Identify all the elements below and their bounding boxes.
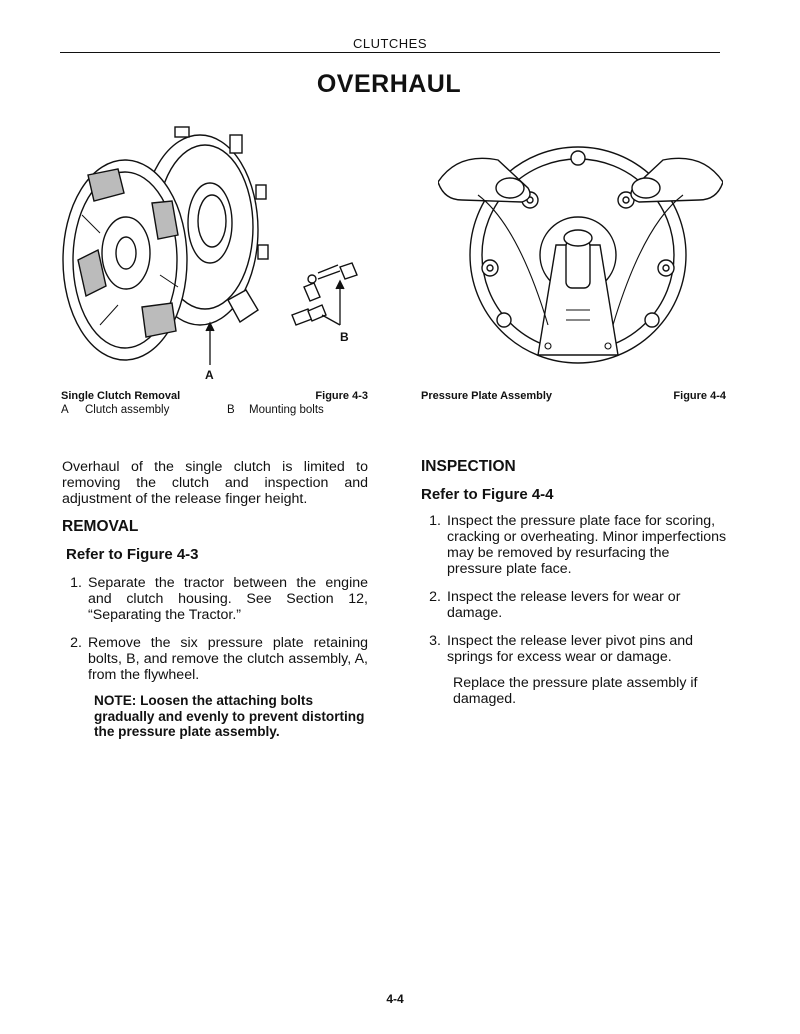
note-text: NOTE: Loosen the attaching bolts gradually and evenly to prevent distorting the pressure plate assembly. <box>94 693 365 739</box>
step-text: Separate the tractor between the engine and clutch housing. See Section 12, “Separating the Tractor.” <box>88 575 368 623</box>
closing-paragraph: Replace the pressure plate assembly if damaged. <box>453 675 698 707</box>
legend-text-a: Clutch assembly <box>85 404 170 416</box>
intro-paragraph: Overhaul of the single clutch is limited to removing the clutch and inspection and adjustment of the release finger height. <box>62 459 368 507</box>
list-item <box>421 589 727 621</box>
step-text: Remove the six pressure plate retaining bolts, B, and remove the clutch assembly, A, from the flywheel. <box>88 635 368 683</box>
legend-key-b: B <box>227 404 235 416</box>
left-column <box>62 459 368 740</box>
figure-4-title: Pressure Plate Assembly <box>421 390 553 402</box>
right-column <box>421 459 727 707</box>
list-item <box>62 635 368 683</box>
pressure-plate-illustration <box>438 140 723 375</box>
figure-3-legend <box>61 404 368 420</box>
legend-text-b: Mounting bolts <box>249 404 324 416</box>
list-item <box>421 513 727 577</box>
removal-steps <box>62 575 368 683</box>
inspection-steps <box>421 513 727 665</box>
page-number: 4-4 <box>386 992 404 1006</box>
step-number: 3. <box>429 633 441 649</box>
step-number: 1. <box>429 513 441 529</box>
step-number: 1. <box>70 575 82 591</box>
figure-4-caption <box>421 390 726 402</box>
step-text: Inspect the pressure plate face for scoring, cracking or overheating. Minor imperfections may be removed by resurfacing the pressure plate face. <box>447 513 727 577</box>
header-rule <box>60 52 720 53</box>
list-item <box>62 575 368 623</box>
clutch-removal-illustration <box>60 115 380 385</box>
step-text: Inspect the release levers for wear or damage. <box>447 589 681 621</box>
inspection-heading: INSPECTION <box>421 458 516 475</box>
figure-3-number: Figure 4-3 <box>315 390 368 402</box>
removal-heading: REMOVAL <box>62 518 139 535</box>
step-text: Inspect the release lever pivot pins and springs for excess wear or damage. <box>447 633 694 665</box>
step-number: 2. <box>429 589 441 605</box>
removal-subheading: Refer to Figure 4-3 <box>66 546 199 563</box>
step-number: 2. <box>70 635 82 651</box>
callout-b: B <box>340 330 349 344</box>
list-item <box>421 633 727 665</box>
inspection-subheading: Refer to Figure 4-4 <box>421 486 554 503</box>
section-header: CLUTCHES <box>352 36 428 51</box>
page-title: OVERHAUL <box>316 70 462 98</box>
figure-3-caption <box>61 390 368 402</box>
legend-key-a: A <box>61 404 69 416</box>
callout-a: A <box>205 368 214 382</box>
figure-4-number: Figure 4-4 <box>673 390 726 402</box>
figure-3-title: Single Clutch Removal <box>61 390 181 402</box>
